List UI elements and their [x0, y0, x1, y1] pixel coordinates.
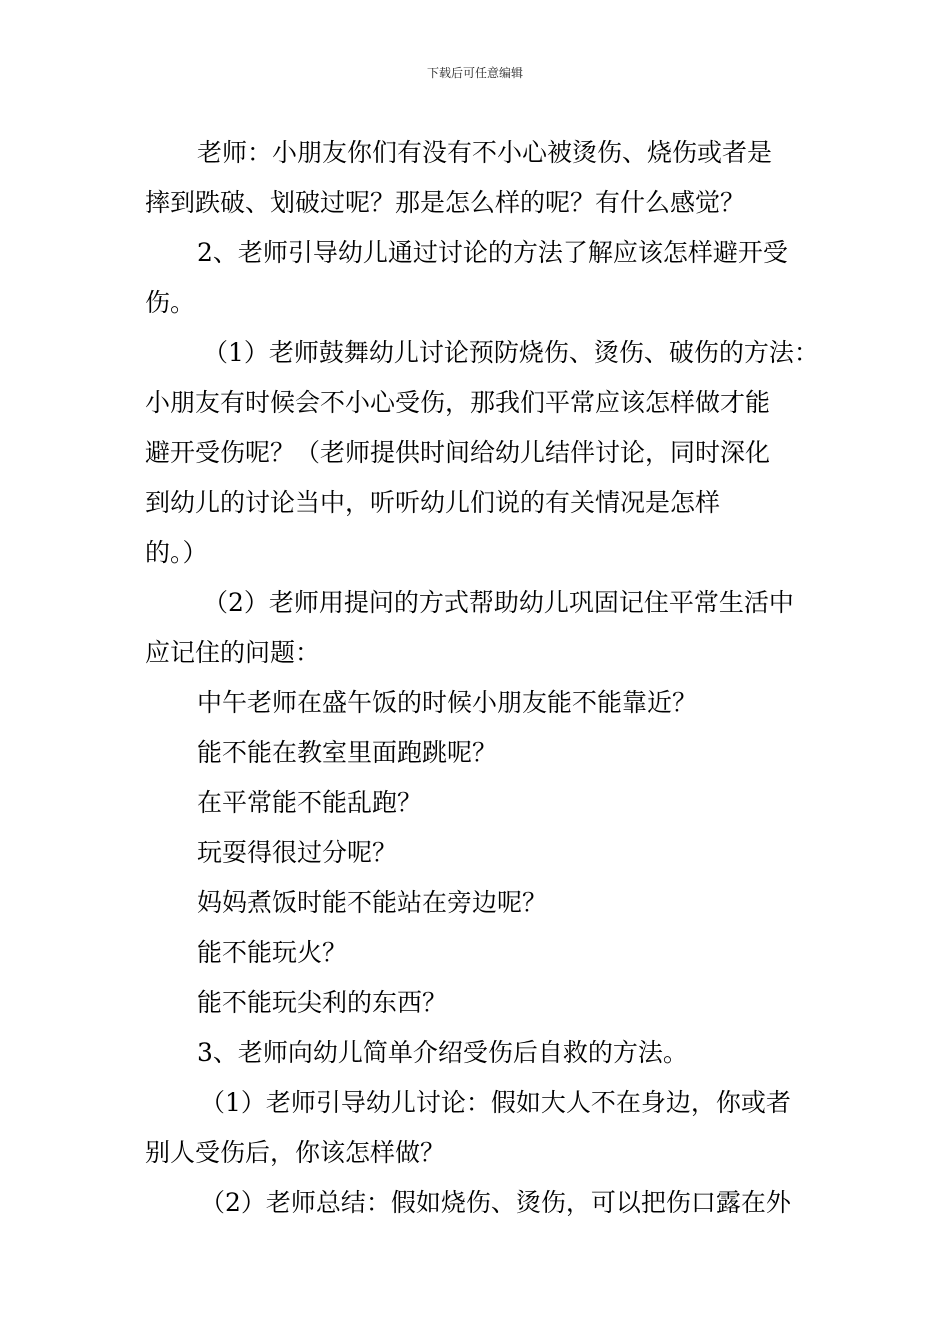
- paragraph-line: 能不能玩火？: [197, 938, 348, 967]
- paragraph-line: 的。）: [145, 538, 208, 567]
- paragraph-line: 别人受伤后，你该怎样做？: [145, 1138, 446, 1167]
- paragraph-line: 老师：小朋友你们有没有不小心被烫伤、烧伤或者是: [197, 138, 773, 167]
- paragraph-line: 妈妈煮饭时能不能站在旁边呢？: [197, 888, 548, 917]
- paragraph-line: 避开受伤呢？（老师提供时间给幼儿结伴讨论，同时深化: [145, 438, 771, 467]
- paragraph-line: 3、老师向幼儿简单介绍受伤后自救的方法。: [197, 1038, 688, 1067]
- paragraph-line: 在平常能不能乱跑？: [197, 788, 423, 817]
- paragraph-line: 小朋友有时候会不小心受伤，那我们平常应该怎样做才能: [145, 388, 771, 417]
- paragraph-line: 能不能在教室里面跑跳呢？: [197, 738, 498, 767]
- paragraph-line: （2）老师总结：假如烧伤、烫伤，可以把伤口露在外: [200, 1188, 791, 1217]
- paragraph-line: 能不能玩尖利的东西？: [197, 988, 448, 1017]
- paragraph-line: （2）老师用提问的方式帮助幼儿巩固记住平常生活中: [203, 588, 794, 617]
- paragraph-line: 2、老师引导幼儿通过讨论的方法了解应该怎样避开受: [197, 238, 788, 267]
- paragraph-line: （1）老师引导幼儿讨论：假如大人不在身边，你或者: [200, 1088, 791, 1117]
- paragraph-line: 到幼儿的讨论当中，听听幼儿们说的有关情况是怎样: [145, 488, 721, 517]
- paragraph-line: 摔到跌破、划破过呢？那是怎么样的呢？有什么感觉？: [145, 188, 746, 217]
- paragraph-line: （1）老师鼓舞幼儿讨论预防烧伤、烫伤、破伤的方法：: [203, 338, 819, 367]
- paragraph-line: 中午老师在盛午饭的时候小朋友能不能靠近？: [197, 688, 698, 717]
- page-header: 下载后可任意编辑: [426, 66, 523, 80]
- document-body: [145, 128, 819, 1228]
- paragraph-line: 玩耍得很过分呢？: [197, 838, 398, 867]
- paragraph-line: 应记住的问题：: [145, 638, 321, 667]
- paragraph-line: 伤。: [145, 288, 196, 317]
